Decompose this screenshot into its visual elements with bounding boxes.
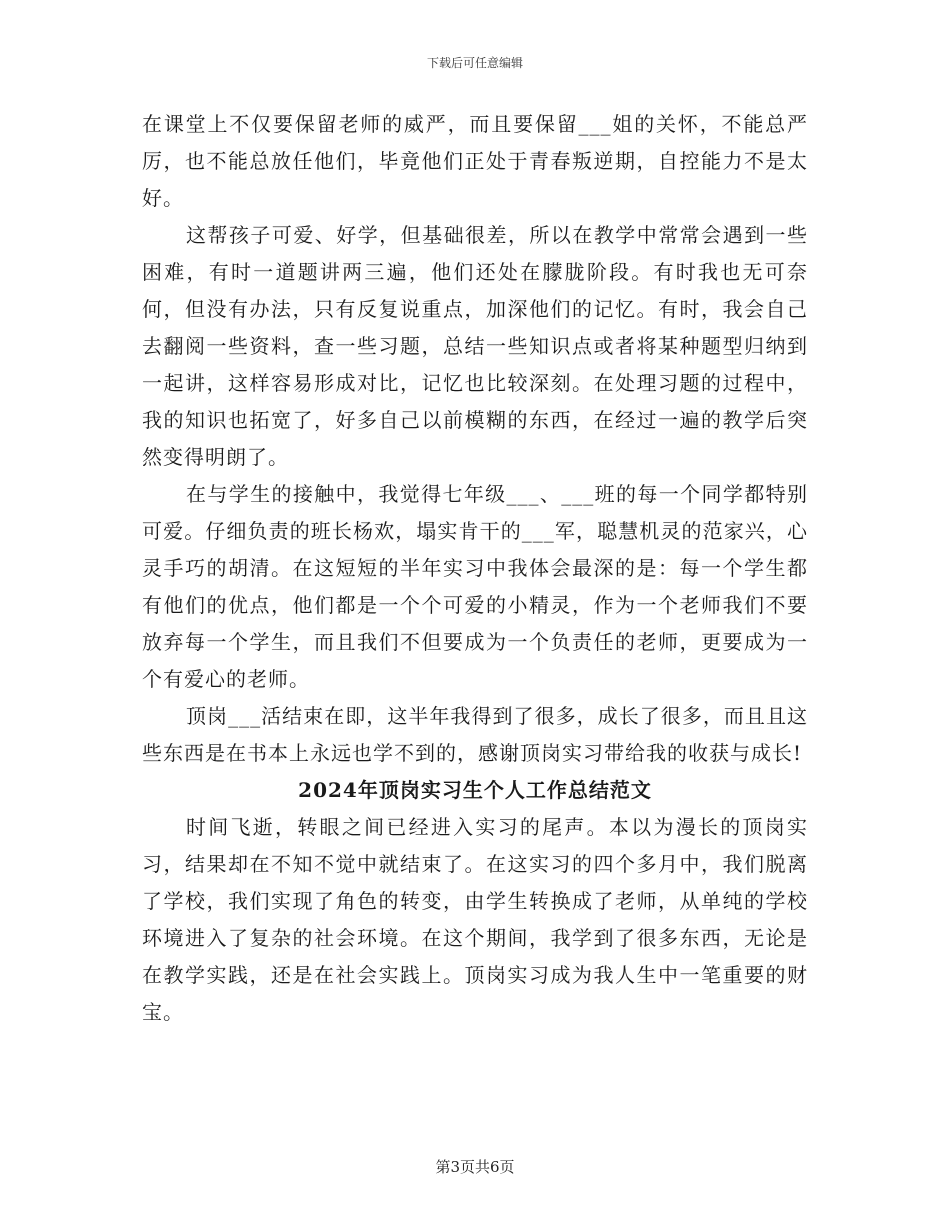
paragraph-3: 在与学生的接触中，我觉得七年级___、___班的每一个同学都特别可爱。仔细负责的班长杨欢，塌实肯干的___军，聪慧机灵的范家兴，心灵手巧的胡清。在这短短的半年实习中我体会最深的是：每一个学生都有他们的优点，他们都是一个个可爱的小精灵，作为一个老师我们不要放弃每一个学生，而且我们不但要成为一个负责任的老师，更要成为一个有爱心的老师。 <box>142 482 808 691</box>
section-title: 2024年顶岗实习生个人工作总结范文 <box>298 778 652 802</box>
paragraph-4: 顶岗___活结束在即，这半年我得到了很多，成长了很多，而且且这些东西是在书本上永远也学不到的，感谢顶岗实习带给我的收获与成长! <box>142 704 808 765</box>
page-header-note: 下载后可任意编辑 <box>426 56 523 70</box>
document-body <box>142 106 808 1031</box>
page-number: 第3页共6页 <box>435 1158 515 1176</box>
paragraph-1: 在课堂上不仅要保留老师的威严，而且要保留___姐的关怀，不能总严厉，也不能总放任他们，毕竟他们正处于青春叛逆期，自控能力不是太好。 <box>142 112 808 210</box>
paragraph-2: 这帮孩子可爱、好学，但基础很差，所以在教学中常常会遇到一些困难，有时一道题讲两三遍，他们还处在朦胧阶段。有时我也无可奈何，但没有办法，只有反复说重点，加深他们的记忆。有时，我会自己去翻阅一些资料，查一些习题，总结一些知识点或者将某种题型归纳到一起讲，这样容易形成对比，记忆也比较深刻。在处理习题的过程中，我的知识也拓宽了，好多自己以前模糊的东西，在经过一遍的教学后突然变得明朗了。 <box>142 223 808 469</box>
section-paragraph-1: 时间飞逝，转眼之间已经进入实习的尾声。本以为漫长的顶岗实习，结果却在不知不觉中就结束了。在这实习的四个多月中，我们脱离了学校，我们实现了角色的转变，由学生转换成了老师，从单纯的学校环境进入了复杂的社会环境。在这个期间，我学到了很多东西，无论是在教学实践，还是在社会实践上。顶岗实习成为我人生中一笔重要的财宝。 <box>142 815 808 1024</box>
